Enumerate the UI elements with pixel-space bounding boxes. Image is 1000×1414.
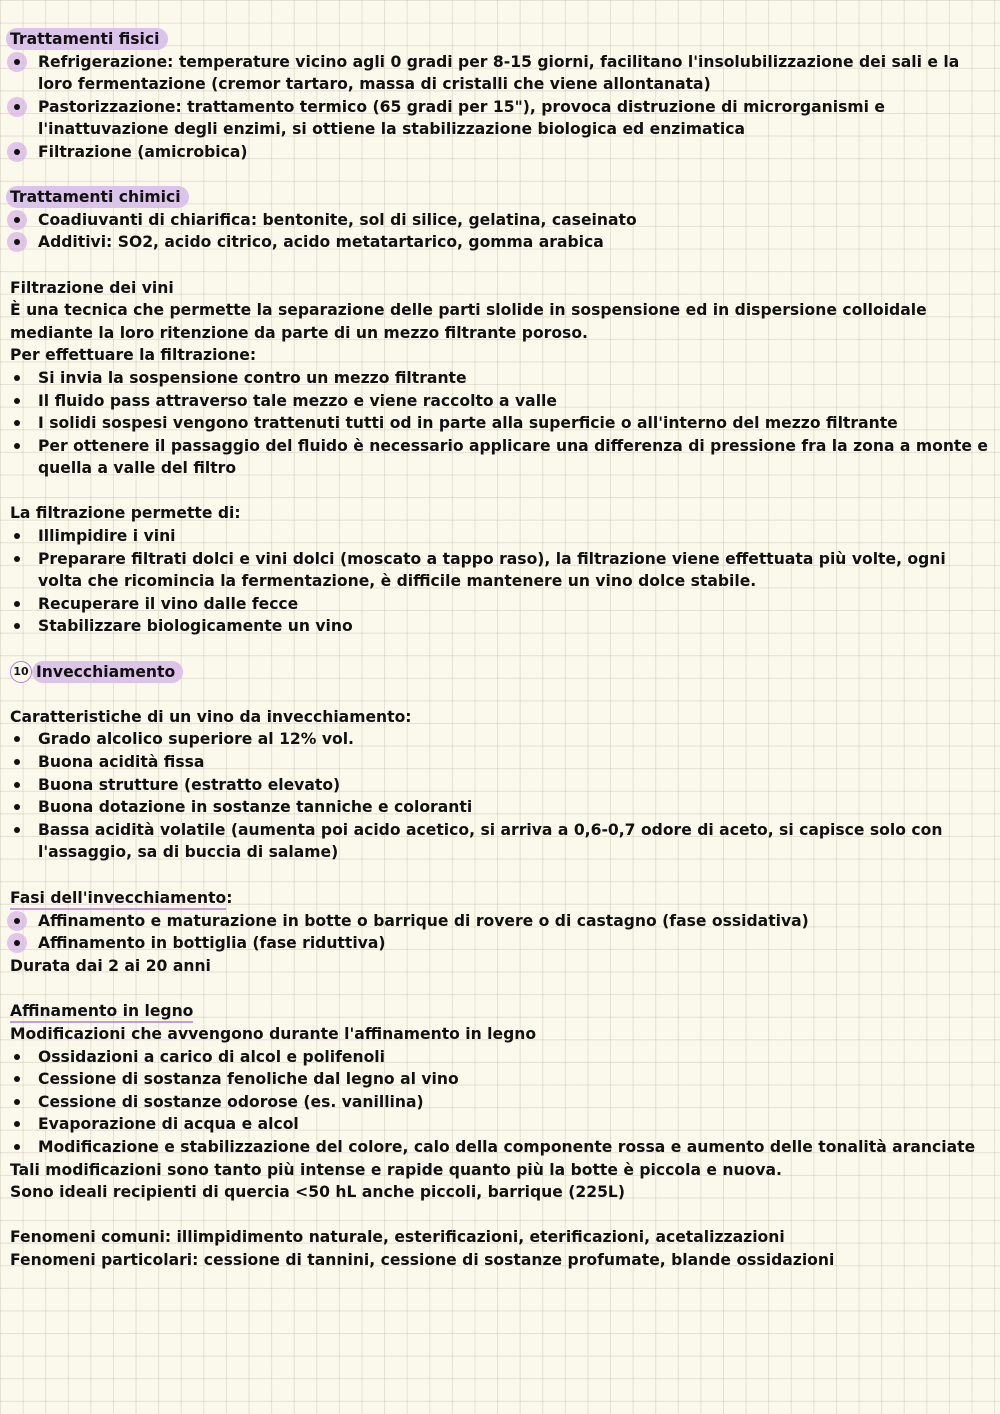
physical-list xyxy=(10,51,988,164)
wood-intro: Modificazioni che avvengono durante l'affinamento in legno xyxy=(10,1024,537,1043)
aging-title: Invecchiamento xyxy=(32,661,183,683)
chemical-list xyxy=(10,209,988,254)
filtration-how-title: Per effettuare la filtrazione: xyxy=(10,346,257,365)
list-item: Buona acidità fissa xyxy=(10,751,988,774)
wood-note-2: Sono ideali recipienti di quercia <50 hL anche piccoli, barrique (225L) xyxy=(10,1183,625,1202)
filtration-how-list xyxy=(10,367,988,480)
list-item: Ossidazioni a carico di alcol e polifenoli xyxy=(10,1046,988,1069)
list-item: Stabilizzare biologicamente un vino xyxy=(10,615,988,638)
wood-heading xyxy=(10,1000,988,1023)
section-physical-title xyxy=(10,28,988,51)
list-item: Refrigerazione: temperature vicino agli 0 gradi per 8-15 giorni, facilitano l'insolubilizzazione dei sali e la loro fermentazione (cremor tartaro, massa di cristalli che viene allontanata) xyxy=(10,51,988,96)
section-number: 10 xyxy=(10,661,32,683)
aging-features-title: Caratteristiche di un vino da invecchiamento: xyxy=(10,707,412,726)
aging-phases-title: Fasi dell'invecchiamento xyxy=(10,888,226,910)
filtration-allows-title: La filtrazione permette di: xyxy=(10,504,241,523)
list-item: Bassa acidità volatile (aumenta poi acido acetico, si arriva a 0,6-0,7 odore di aceto, si capisce solo con l'assaggio, sa di buccia di salame) xyxy=(10,819,988,864)
section-chemical-title xyxy=(10,186,988,209)
list-item: Illimpidire i vini xyxy=(10,525,988,548)
filtration-definition: È una tecnica che permette la separazione delle parti slolide in sospensione ed in dispersione colloidale mediante la loro ritenzione da parte di un mezzo filtrante poroso. xyxy=(10,301,927,342)
list-item: Additivi: SO2, acido citrico, acido metatartarico, gomma arabica xyxy=(10,231,988,254)
list-item: Buona strutture (estratto elevato) xyxy=(10,774,988,797)
list-item: Coadiuvanti di chiarifica: bentonite, sol di silice, gelatina, caseinato xyxy=(10,209,988,232)
list-item: Cessione di sostanza fenoliche dal legno al vino xyxy=(10,1068,988,1091)
filtration-allows-list xyxy=(10,525,988,638)
list-item: Pastorizzazione: trattamento termico (65 gradi per 15"), provoca distruzione di microrganismi e l'inattuvazione degli enzimi, si ottiene la stabilizzazione biologica ed enzimatica xyxy=(10,96,988,141)
list-item: Affinamento e maturazione in botte o barrique di rovere o di castagno (fase ossidativa) xyxy=(10,910,988,933)
list-item: Affinamento in bottiglia (fase riduttiva) xyxy=(10,932,988,955)
list-item: Si invia la sospensione contro un mezzo filtrante xyxy=(10,367,988,390)
list-item: Cessione di sostanze odorose (es. vanillina) xyxy=(10,1091,988,1114)
aging-features-list xyxy=(10,728,988,864)
filtration-title: Filtrazione dei vini xyxy=(10,278,174,297)
list-item: Il fluido pass attraverso tale mezzo e viene raccolto a valle xyxy=(10,390,988,413)
list-item: Buona dotazione in sostanze tanniche e coloranti xyxy=(10,796,988,819)
aging-phases-list xyxy=(10,910,988,955)
aging-phases-heading xyxy=(10,887,988,910)
list-item: I solidi sospesi vengono trattenuti tutti od in parte alla superficie o all'interno del mezzo filtrante xyxy=(10,412,988,435)
wood-title: Affinamento in legno xyxy=(10,1001,193,1023)
chemical-title: Trattamenti chimici xyxy=(6,186,189,208)
wood-list xyxy=(10,1046,988,1159)
aging-phases-colon: : xyxy=(226,888,233,907)
list-item: Grado alcolico superiore al 12% vol. xyxy=(10,728,988,751)
list-item: Preparare filtrati dolci e vini dolci (moscato a tappo raso), la filtrazione viene effettuata più volte, ogni volta che ricomincia la fermentazione, è difficile mantenere un vino dolce stabile. xyxy=(10,548,988,593)
section-aging-title xyxy=(10,661,988,684)
list-item: Filtrazione (amicrobica) xyxy=(10,141,988,164)
list-item: Modificazione e stabilizzazione del colore, calo della componente rossa e aumento delle tonalità aranciate xyxy=(10,1136,988,1159)
wood-particular-phenomena: Fenomeni particolari: cessione di tannini, cessione di sostanze profumate, blande ossidazioni xyxy=(10,1250,835,1269)
list-item: Recuperare il vino dalle fecce xyxy=(10,593,988,616)
list-item: Evaporazione di acqua e alcol xyxy=(10,1113,988,1136)
list-item: Per ottenere il passaggio del fluido è necessario applicare una differenza di pressione fra la zona a monte e quella a valle del filtro xyxy=(10,435,988,480)
wood-note-1: Tali modificazioni sono tanto più intense e rapide quanto più la botte è piccola e nuova. xyxy=(10,1160,782,1179)
physical-title: Trattamenti fisici xyxy=(6,28,168,50)
aging-duration: Durata dai 2 ai 20 anni xyxy=(10,956,211,975)
wood-common-phenomena: Fenomeni comuni: illimpidimento naturale, esterificazioni, eterificazioni, acetalizzazioni xyxy=(10,1228,785,1247)
